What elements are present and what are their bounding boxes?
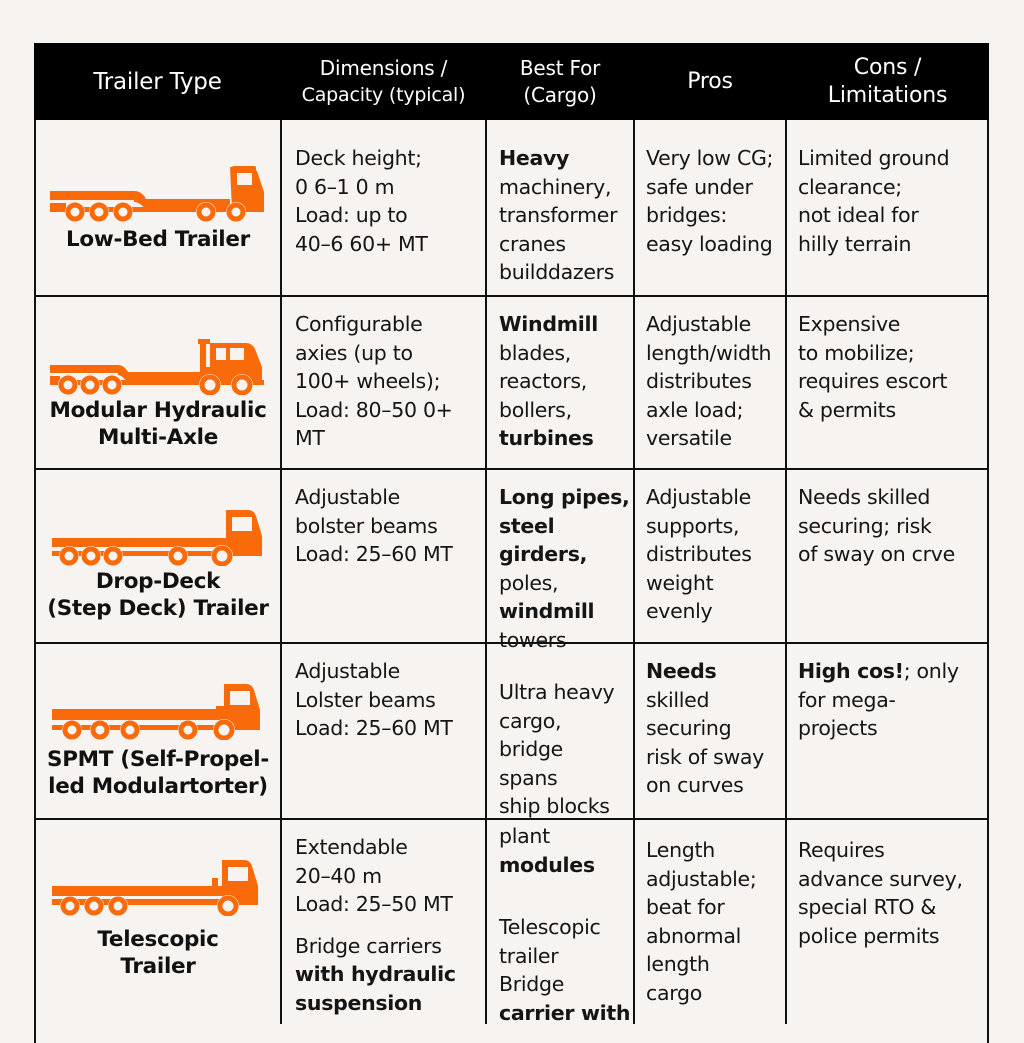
pros-line: abnormal (646, 923, 742, 948)
cons-text: ; only (903, 659, 959, 683)
cargo-line: Heavy (499, 146, 570, 170)
table-row-low-bed-type (36, 122, 280, 295)
table-row-telescopic-type (36, 820, 280, 1024)
pros-line: Length (646, 838, 715, 862)
cargo-line: poles, (499, 570, 559, 595)
pros-cell (646, 483, 786, 626)
dimension-line: Load: 25–60 MT (295, 716, 453, 740)
cargo-line: machinery, (499, 174, 612, 199)
cons-line: special RTO & (798, 895, 937, 919)
dimension-line: Adjustable (295, 659, 400, 683)
header-dimensions (281, 43, 486, 120)
dimensions-cell (295, 833, 485, 1017)
type-label-line: Modular Hydraulic (49, 398, 267, 423)
pros-line: versatile (646, 426, 732, 450)
dimension-line: Deck height; (295, 146, 422, 170)
dimension-line: Load: up to (295, 203, 408, 227)
cargo-line: towers (499, 627, 567, 652)
cons-cell (798, 657, 988, 743)
pros-line: axle load; (646, 397, 744, 422)
dimension-line: suspension (295, 990, 423, 1015)
pros-line: skilled (646, 687, 710, 712)
cons-line: Requires (798, 838, 885, 862)
cons-line: for mega- (798, 687, 896, 712)
cons-line: Expensive (798, 312, 901, 336)
cargo-line: plant (499, 824, 550, 848)
type-label-line: Trailer (120, 954, 196, 979)
header-trailer-type (34, 43, 281, 120)
cargo-line: ship blocks (499, 794, 610, 818)
cons-line: not ideal for (798, 203, 919, 227)
dimension-line: Bridge carriers (295, 933, 442, 958)
pros-cell (646, 836, 786, 1007)
dimension-line: bolster beams (295, 513, 438, 538)
pros-line: distributes (646, 369, 752, 393)
cargo-line: Telescopic (499, 915, 601, 939)
pros-line: Adjustable (646, 485, 751, 509)
pros-line: easy loading (646, 231, 773, 256)
column-divider (280, 120, 282, 1024)
cargo-line: bridge (499, 737, 563, 761)
dimensions-cell (295, 310, 485, 453)
header-best-for (486, 43, 634, 120)
pros-line: supports, (646, 513, 740, 538)
dimensions-cell (295, 483, 485, 569)
cons-line: clearance; (798, 174, 902, 199)
pros-line: Adjustable (646, 312, 751, 336)
modular-hydraulic-truck-icon (50, 337, 266, 395)
dimensions-cell (295, 144, 485, 258)
cargo-line: Bridge (499, 972, 565, 996)
best-for-cell (499, 310, 633, 453)
cargo-line: modules (499, 852, 595, 877)
table-row-drop-deck-type (36, 470, 280, 642)
pros-line: securing (646, 716, 732, 740)
header-label: Capacity (typical) (301, 83, 466, 106)
cons-cell (798, 144, 988, 258)
header-cons (786, 43, 989, 120)
cargo-line: reactors, (499, 369, 587, 393)
cargo-line: transformer (499, 203, 618, 227)
trailer-type-label: Low-Bed Trailer (66, 227, 250, 252)
dimension-line: Configurable (295, 312, 423, 336)
best-for-cell (499, 678, 633, 821)
pros-line: Needs (646, 659, 717, 683)
cons-line (798, 657, 988, 686)
pros-line: length (646, 952, 710, 976)
cons-line: to mobilize; (798, 340, 915, 365)
cargo-line: bollers, (499, 397, 572, 422)
best-for-cell (499, 822, 633, 1027)
type-label-line: Multi-Axle (97, 425, 219, 450)
dimension-line: 20–40 m (295, 863, 382, 888)
header-pros (634, 43, 786, 120)
cons-line: requires escort (798, 369, 948, 393)
pros-line: beat for (646, 895, 725, 919)
cons-cell (798, 836, 988, 950)
cargo-line: cranes (499, 231, 566, 256)
cargo-line: carrier with (499, 1000, 631, 1025)
cons-line: of sway on crve (798, 542, 955, 566)
cons-line: projects (798, 716, 878, 740)
header-label: Cons / (853, 54, 922, 80)
telescopic-truck-icon (52, 858, 264, 916)
type-label-line: Telescopic (97, 927, 219, 952)
header-label: Dimensions / (319, 55, 448, 80)
cargo-line: Long pipes, (499, 485, 630, 509)
type-label-line: Drop-Deck (95, 569, 221, 594)
best-for-cell (499, 144, 633, 287)
header-label: Trailer Type (93, 68, 222, 95)
spmt-truck-icon (52, 682, 264, 740)
cons-line: & permits (798, 397, 896, 422)
pros-cell (646, 144, 786, 258)
dimension-line: axies (up to (295, 340, 413, 365)
dimension-line: MT (295, 426, 325, 450)
trailer-type-label (49, 397, 266, 451)
header-label: Pros (687, 68, 733, 94)
pros-line: distributes (646, 542, 752, 566)
drop-deck-truck-icon (52, 508, 264, 566)
cargo-line: turbines (499, 426, 594, 450)
cargo-line: Ultra heavy (499, 680, 615, 704)
header-label: Best For (519, 55, 601, 80)
type-label-line: led Modulartorter) (48, 774, 268, 799)
type-label-line: SPMT (Self-Propel- (47, 747, 269, 772)
cargo-line: trailer (499, 943, 559, 968)
table-row-modular-hydraulic-type (36, 297, 280, 468)
pros-cell (646, 657, 786, 800)
cons-line: police permits (798, 923, 940, 948)
pros-line: risk of sway (646, 744, 765, 769)
trailer-type-label (97, 926, 218, 980)
trailer-type-label (47, 568, 268, 622)
pros-line: adjustable; (646, 866, 757, 891)
pros-line: cargo (646, 980, 702, 1005)
pros-line: evenly (646, 599, 713, 623)
pros-line: weight (646, 570, 714, 595)
dimension-line: Load: 25–60 MT (295, 542, 453, 566)
cons-line: advance survey, (798, 866, 963, 891)
cargo-line: builddazers (499, 260, 615, 284)
trailer-type-label (47, 746, 269, 800)
header-label: Limitations (827, 82, 948, 108)
pros-line: safe under (646, 174, 753, 199)
spacer (499, 879, 633, 913)
pros-line: on curves (646, 773, 744, 797)
type-label-line: (Step Deck) Trailer (47, 596, 269, 621)
dimension-line: 0 6–1 0 m (295, 174, 395, 199)
dimension-line: with hydraulic (295, 962, 456, 986)
cargo-line: girders, (499, 542, 588, 566)
cargo-line: Windmill (499, 312, 598, 336)
cons-cell (798, 483, 988, 569)
header-label: (Cargo) (523, 82, 597, 107)
pros-cell (646, 310, 786, 453)
dimension-line: 40–6 60+ MT (295, 231, 428, 256)
cargo-line: windmill (499, 599, 595, 623)
spacer (295, 919, 485, 932)
dimension-line: Adjustable (295, 485, 400, 509)
column-divider (485, 120, 487, 1024)
table-row-spmt-type (36, 644, 280, 818)
pros-line: Very low CG; (646, 146, 774, 170)
cons-emphasis: High cos! (798, 659, 904, 683)
column-divider (633, 120, 635, 1024)
dimension-line: 100+ wheels); (295, 369, 441, 393)
dimension-line: Lolster beams (295, 687, 436, 712)
best-for-cell (499, 483, 633, 654)
pros-line: bridges: (646, 203, 727, 227)
dimension-line: Load: 25–50 MT (295, 892, 453, 916)
cargo-line: steel (499, 513, 555, 538)
cons-line: Needs skilled (798, 485, 931, 509)
cargo-line: blades, (499, 340, 571, 365)
pros-line: length/width (646, 340, 772, 365)
cargo-line: cargo, (499, 708, 562, 733)
dimension-line: Load: 80–50 0+ (295, 397, 453, 422)
dimension-line: Extendable (295, 835, 408, 859)
cons-line: securing; risk (798, 513, 932, 538)
low-bed-truck-icon (50, 164, 266, 222)
cons-cell (798, 310, 988, 424)
cargo-line: spans (499, 765, 558, 790)
dimensions-cell (295, 657, 485, 743)
cons-line: Limited ground (798, 146, 950, 170)
cons-line: hilly terrain (798, 231, 912, 256)
